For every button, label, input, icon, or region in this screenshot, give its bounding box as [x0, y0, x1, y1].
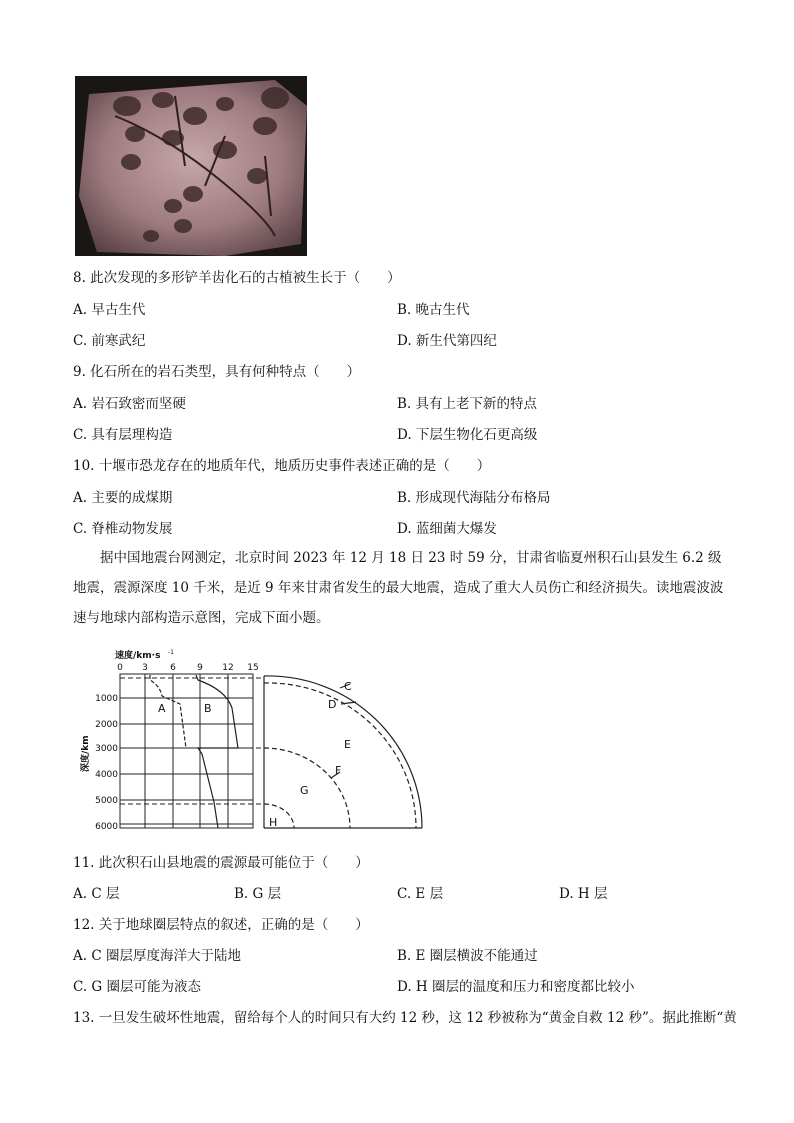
layer-label-g: G — [300, 784, 309, 797]
question-12-option-a: A. C 圈层厚度海洋大于陆地 — [73, 948, 241, 964]
wave-label-b: B — [204, 702, 212, 715]
seismic-diagram — [78, 648, 438, 838]
question-10-option-a: A. 主要的成煤期 — [73, 490, 173, 506]
layer-label-h: H — [269, 816, 278, 829]
question-9-stem: 9. 化石所在的岩石类型，具有何种特点（ ） — [73, 364, 361, 380]
passage: 据中国地震台网测定，北京时间 2023 年 12 月 18 日 23 时 59 分，甘肃省临夏州积石山县发生 6.2 级地震，震源深度 10 千米，是近 9 年来甘肃省发生的最大地震，造成了重大人员伤亡和经济损失。读地震波波速与地球内部构造示意图，完成下面小题。 — [73, 550, 724, 626]
question-11-stem: 11. 此次积石山县地震的震源最可能位于（ ） — [73, 855, 369, 871]
question-8-stem: 8. 此次发现的多形铲羊齿化石的古植被生长于（ ） — [73, 270, 401, 286]
question-10-option-d: D. 蓝细菌大爆发 — [397, 521, 497, 537]
question-11-option-c: C. E 层 — [397, 886, 444, 902]
velocity-axis-sup: -1 — [168, 649, 174, 656]
question-11-option-d: D. H 层 — [559, 886, 608, 902]
depth-axis-label: 深度/km — [81, 735, 91, 772]
x-tick: 3 — [142, 663, 148, 673]
y-tick: 4000 — [95, 770, 118, 780]
question-10-stem: 10. 十堰市恐龙存在的地质年代，地质历史事件表述正确的是（ ） — [73, 458, 491, 474]
question-12-option-c: C. G 圈层可能为液态 — [73, 979, 202, 995]
y-tick: 1000 — [95, 694, 118, 704]
y-tick: 6000 — [95, 822, 118, 832]
question-12-stem: 12. 关于地球圈层特点的叙述，正确的是（ ） — [73, 917, 369, 933]
question-13-stem: 13. 一旦发生破坏性地震，留给每个人的时间只有大约 12 秒，这 12 秒被称为“黄金自救 12 秒”。据此推断“黄 — [73, 1010, 737, 1026]
question-12-option-b: B. E 圈层横波不能通过 — [397, 948, 538, 964]
x-tick: 6 — [170, 663, 176, 673]
velocity-axis-label: 速度/km·s — [115, 651, 161, 661]
question-9-option-b: B. 具有上老下新的特点 — [397, 396, 538, 412]
layer-label-d: D — [328, 698, 337, 711]
question-8-option-a: A. 早古生代 — [73, 302, 146, 318]
wave-label-a: A — [158, 702, 166, 715]
y-tick: 5000 — [95, 796, 118, 806]
question-11-option-a: A. C 层 — [73, 886, 120, 902]
question-8-option-c: C. 前寒武纪 — [73, 333, 146, 349]
question-10-option-c: C. 脊椎动物发展 — [73, 521, 173, 537]
layer-label-c: C — [344, 680, 352, 693]
question-12-option-d: D. H 圈层的温度和压力和密度都比较小 — [397, 979, 635, 995]
y-tick: 2000 — [95, 720, 118, 730]
layer-label-e: E — [344, 738, 351, 751]
x-tick: 9 — [197, 663, 203, 673]
question-8-option-d: D. 新生代第四纪 — [397, 333, 497, 349]
y-tick: 3000 — [95, 744, 118, 754]
question-9-option-a: A. 岩石致密而坚硬 — [73, 396, 186, 412]
x-tick: 0 — [117, 663, 123, 673]
fossil-photo — [75, 76, 307, 256]
x-tick: 15 — [247, 663, 259, 673]
question-9-option-c: C. 具有层理构造 — [73, 427, 173, 443]
question-11-option-b: B. G 层 — [234, 886, 282, 902]
x-tick: 12 — [222, 663, 234, 673]
question-10-option-b: B. 形成现代海陆分布格局 — [397, 490, 551, 506]
question-9-option-d: D. 下层生物化石更高级 — [397, 427, 538, 443]
layer-label-f: F — [335, 764, 342, 777]
question-8-option-b: B. 晚古生代 — [397, 302, 470, 318]
